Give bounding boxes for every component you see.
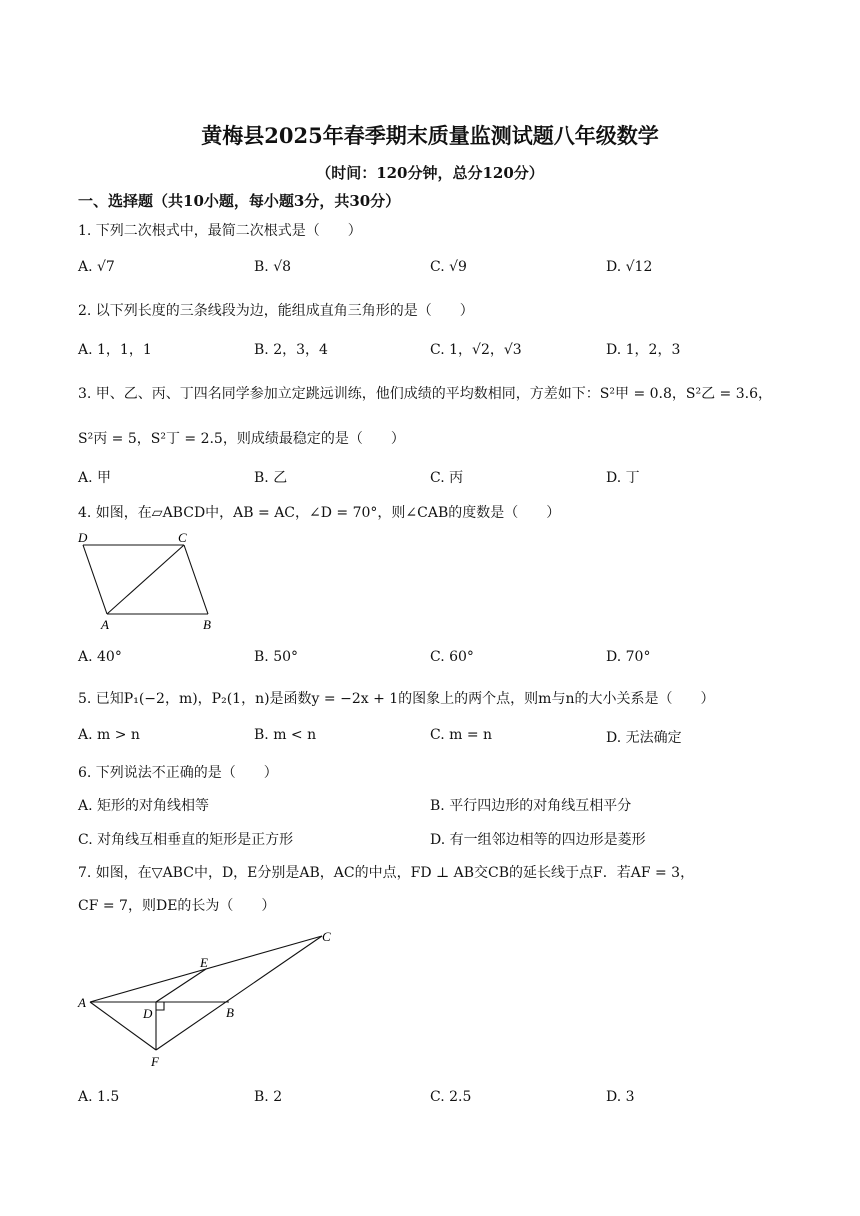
question-7-stem-cont: CF = 7，则DE的长为（ ）	[78, 898, 276, 914]
label-b: B	[203, 617, 211, 632]
question-7-stem: 7. 如图，在▽ABC中，D，E分别是AB，AC的中点，FD ⊥ AB交CB的延长线于点F．若AF = 3，	[78, 865, 695, 881]
section-heading: 一、选择题（共10小题，每小题3分，共30分）	[78, 192, 401, 210]
question-4-stem: 4. 如图，在▱ABCD中，AB = AC，∠D = 70°，则∠CAB的度数是（ ）	[78, 505, 561, 521]
question-2-option-b: B. 2，3，4	[254, 342, 328, 358]
segment-cb	[184, 545, 208, 614]
label-d: D	[143, 1006, 153, 1021]
label-f: F	[151, 1054, 159, 1069]
question-7-option-c: C. 2.5	[430, 1089, 472, 1105]
question-2-stem: 2. 以下列长度的三条线段为边，能组成直角三角形的是（ ）	[78, 303, 474, 319]
question-6-option-a: A. 矩形的对角线相等	[78, 798, 210, 814]
label-c: C	[178, 530, 187, 545]
question-3-option-c: C. 丙	[430, 470, 464, 486]
segment-de	[156, 969, 206, 1002]
question-2-option-a: A. 1，1，1	[78, 342, 152, 358]
question-7-option-d: D. 3	[606, 1089, 635, 1105]
label-a: A	[101, 617, 109, 632]
question-1-stem: 1. 下列二次根式中，最简二次根式是（ ）	[78, 223, 362, 239]
question-5-option-a: A. m > n	[78, 727, 140, 743]
question-6-option-b: B. 平行四边形的对角线互相平分	[430, 798, 632, 814]
label-e: E	[200, 955, 208, 970]
question-5-stem: 5. 已知P₁(−2，m)，P₂(1，n)是函数y = −2x + 1的图象上的两个点，则m与n的大小关系是（ ）	[78, 691, 715, 707]
question-1-option-c: C. √9	[430, 259, 467, 275]
question-2-option-c: C. 1，√2，√3	[430, 342, 522, 358]
segment-da	[83, 545, 107, 614]
label-a: A	[78, 995, 86, 1010]
right-angle-mark	[156, 1002, 164, 1010]
question-4-option-b: B. 50°	[254, 649, 299, 665]
segment-cf	[156, 936, 322, 1050]
figure-parallelogram-abcd	[74, 530, 224, 634]
label-c: C	[322, 929, 331, 944]
label-d: D	[78, 530, 88, 545]
question-7-option-b: B. 2	[254, 1089, 283, 1105]
question-5-option-b: B. m < n	[254, 727, 317, 743]
question-6-option-d: D. 有一组邻边相等的四边形是菱形	[430, 832, 646, 848]
question-5-option-d: D. 无法确定	[606, 730, 682, 746]
question-3-stem: 3. 甲、乙、丙、丁四名同学参加立定跳远训练，他们成绩的平均数相同，方差如下：S²甲 = 0.8，S²乙 = 3.6，	[78, 386, 773, 402]
segment-ac	[107, 545, 184, 614]
figure-triangle-abc	[74, 922, 344, 1072]
question-3-option-a: A. 甲	[78, 470, 112, 486]
label-b: B	[226, 1005, 234, 1020]
question-5-option-c: C. m = n	[430, 727, 493, 743]
question-1-option-d: D. √12	[606, 259, 653, 275]
question-4-option-d: D. 70°	[606, 649, 651, 665]
question-6-option-c: C. 对角线互相垂直的矩形是正方形	[78, 832, 294, 848]
question-6-stem: 6. 下列说法不正确的是（ ）	[78, 765, 278, 781]
exam-subtitle: （时间：120分钟，总分120分）	[316, 164, 544, 182]
question-3-option-b: B. 乙	[254, 470, 288, 486]
exam-title: 黄梅县2025年春季期末质量监测试题八年级数学	[201, 123, 659, 148]
question-7-option-a: A. 1.5	[78, 1089, 120, 1105]
question-1-option-a: A. √7	[78, 259, 115, 275]
question-3-stem-cont: S²丙 = 5，S²丁 = 2.5，则成绩最稳定的是（ ）	[78, 431, 405, 447]
question-4-option-c: C. 60°	[430, 649, 474, 665]
question-1-option-b: B. √8	[254, 259, 292, 275]
question-2-option-d: D. 1，2，3	[606, 342, 681, 358]
question-3-option-d: D. 丁	[606, 470, 640, 486]
question-4-option-a: A. 40°	[78, 649, 122, 665]
